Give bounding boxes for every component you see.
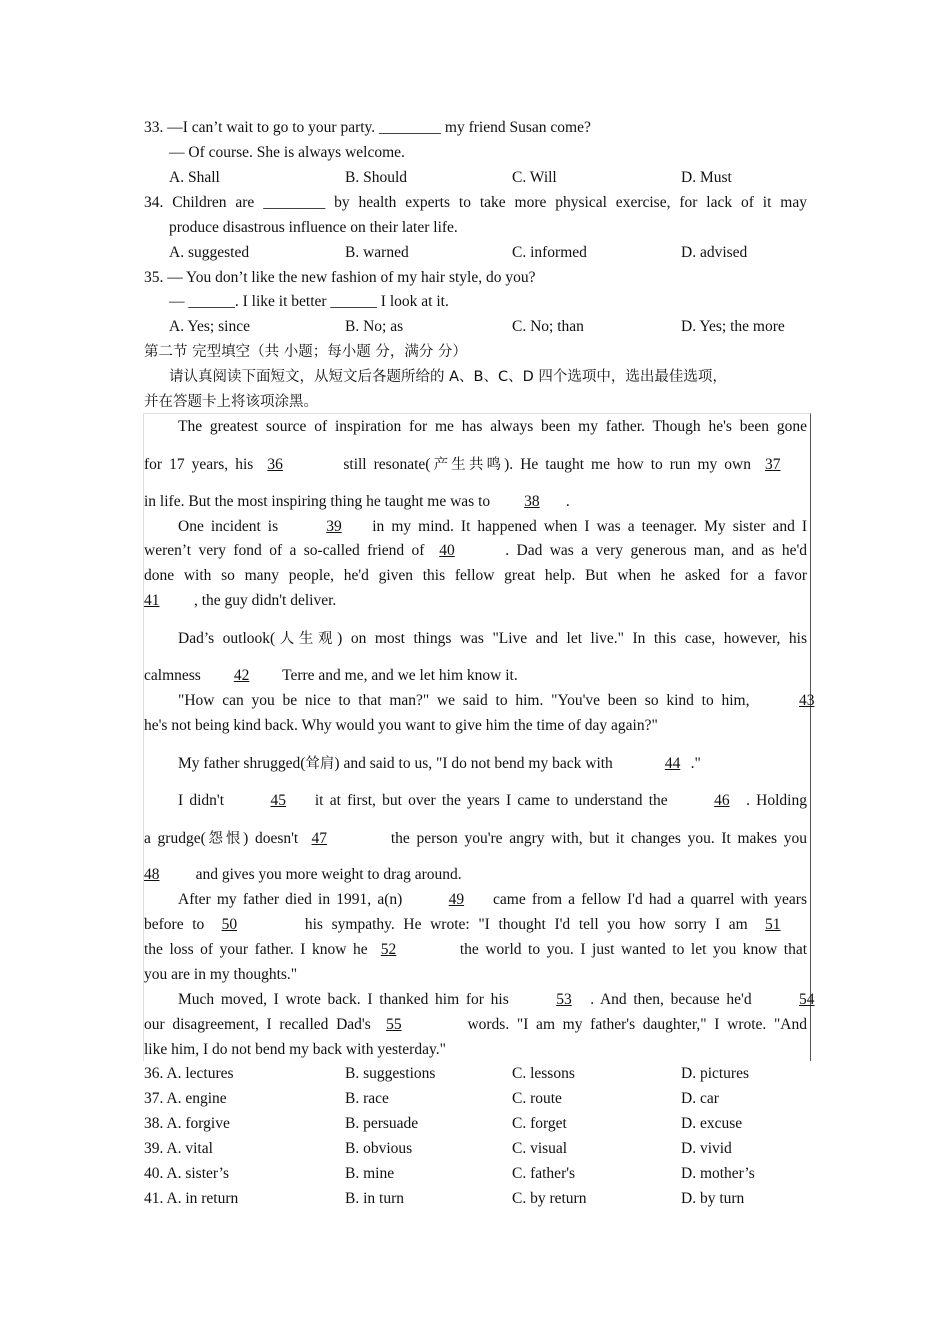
section-instruction: 请认真阅读下面短文，从短文后各题所给的 A、B、C、D 四个选项中，选出最佳选项， <box>169 369 727 385</box>
option-39-b: B. obvious <box>345 1140 413 1157</box>
question-35-reply: — ______. I like it better ______ I look at it. <box>169 293 449 310</box>
passage-line: a grudge(怨恨) doesn't 47 the person you're angry with, but it changes you. It makes you <box>144 830 808 847</box>
section-title: 第二节 完型填空（共 小题；每小题 分，满分 分） <box>144 344 467 360</box>
option-38-a: 38. A. forgive <box>144 1115 230 1132</box>
option-37-d: D. car <box>681 1090 719 1107</box>
blank-45: 45 <box>270 792 286 809</box>
question-33-reply: — Of course. She is always welcome. <box>169 144 405 161</box>
option-39-d: D. vivid <box>681 1140 732 1157</box>
blank-37: 37 <box>765 456 781 473</box>
blank-47: 47 <box>311 830 328 847</box>
option-37-a: 37. A. engine <box>144 1090 227 1107</box>
passage-line: My father shrugged(耸肩) and said to us, "I do not bend my back with 44 ." <box>178 755 701 772</box>
passage-line: After my father died in 1991, a(n) 49 came from a fellow I'd had a quarrel with years <box>178 891 808 908</box>
blank-42: 42 <box>233 667 250 684</box>
question-33-stem: 33. —I can’t wait to go to your party. ________ my friend Susan come? <box>144 119 591 136</box>
passage-line: Dad’s outlook(人生观) on most things was "Live and let live." In this case, however, his <box>178 630 808 647</box>
option-37-c: C. route <box>512 1090 562 1107</box>
blank-41: 41 <box>144 592 160 609</box>
blank-36: 36 <box>267 456 283 473</box>
blank-55: 55 <box>386 1016 402 1033</box>
passage-line: our disagreement, I recalled Dad's 55 words. "I am my father's daughter," I wrote. "And <box>144 1016 807 1033</box>
passage-line: The greatest source of inspiration for me has always been my father. Though he's been gone <box>178 418 807 435</box>
section-instruction-cont: 并在答题卡上将该项涂黑。 <box>144 394 318 410</box>
passage-line: for 17 years, his 36 still resonate(产生共鸣). He taught me how to run my own 37 <box>144 455 807 475</box>
blank-52: 52 <box>380 941 397 958</box>
option-33-d: D. Must <box>681 169 732 186</box>
passage-line: One incident is 39 in my mind. It happened when I was a teenager. My sister and I <box>178 518 807 535</box>
option-35-d: D. Yes; the more <box>681 318 785 335</box>
option-41-a: 41. A. in return <box>144 1190 239 1207</box>
option-36-a: 36. A. lectures <box>144 1065 234 1082</box>
passage-line: 41 , the guy didn't deliver. <box>144 592 337 609</box>
option-41-c: C. by return <box>512 1190 587 1207</box>
option-38-c: C. forget <box>512 1115 567 1132</box>
question-35-stem: 35. — You don’t like the new fashion of my hair style, do you? <box>144 269 536 286</box>
option-34-d: D. advised <box>681 244 748 261</box>
passage-line: calmness 42 Terre and me, and we let him know it. <box>144 667 518 684</box>
option-41-d: D. by turn <box>681 1190 745 1207</box>
option-35-a: A. Yes; since <box>169 318 250 335</box>
blank-48: 48 <box>144 866 160 883</box>
blank-44: 44 <box>664 755 681 772</box>
blank-53: 53 <box>556 991 572 1008</box>
passage-line: "How can you be nice to that man?" we said to him. "You've been so kind to him, 43 <box>178 692 815 709</box>
option-40-b: B. mine <box>345 1165 395 1182</box>
option-34-c: C. informed <box>512 244 587 261</box>
option-39-a: 39. A. vital <box>144 1140 213 1157</box>
passage-line: Much moved, I wrote back. I thanked him for his 53 . And then, because he'd 54 <box>178 991 815 1008</box>
question-34-stem: 34. Children are ________ by health experts to take more physical exercise, for lack of it may <box>144 194 807 211</box>
option-41-b: B. in turn <box>345 1190 404 1207</box>
blank-51: 51 <box>765 916 781 933</box>
blank-50: 50 <box>221 916 238 933</box>
blank-38: 38 <box>524 493 540 510</box>
blank-49: 49 <box>448 891 465 908</box>
blank-43: 43 <box>799 692 815 709</box>
option-36-c: C. lessons <box>512 1065 575 1082</box>
passage-line: 48 and gives you more weight to drag around. <box>144 866 462 883</box>
option-34-b: B. warned <box>345 244 409 261</box>
blank-40: 40 <box>439 542 455 559</box>
blank-46: 46 <box>714 792 730 809</box>
blank-54: 54 <box>799 991 815 1008</box>
passage-line: in life. But the most inspiring thing he taught me was to 38 . <box>144 493 570 510</box>
passage-line: I didn't 45 it at first, but over the years I came to understand the 46 . Holding <box>178 792 807 809</box>
option-40-c: C. father's <box>512 1165 576 1182</box>
question-34-stem-cont: produce disastrous influence on their later life. <box>169 219 458 236</box>
option-35-c: C. No; than <box>512 318 584 335</box>
blank-39: 39 <box>326 518 342 535</box>
option-40-d: D. mother’s <box>681 1165 755 1182</box>
option-33-a: A. Shall <box>169 169 220 186</box>
option-36-b: B. suggestions <box>345 1065 436 1082</box>
option-33-c: C. Will <box>512 169 557 186</box>
passage-line: weren’t very fond of a so-called friend of 40 . Dad was a very generous man, and as he'd <box>144 542 807 559</box>
option-36-d: D. pictures <box>681 1065 750 1082</box>
passage-line: he's not being kind back. Why would you want to give him the time of day again?" <box>144 717 658 734</box>
option-37-b: B. race <box>345 1090 389 1107</box>
passage-line: the loss of your father. I know he 52 the world to you. I just wanted to let you know that <box>144 941 808 958</box>
passage-line: done with so many people, he'd given this fellow great help. But when he asked for a favor <box>144 567 807 584</box>
passage-line: you are in my thoughts." <box>144 966 298 983</box>
option-34-a: A. suggested <box>169 244 250 261</box>
option-33-b: B. Should <box>345 169 408 186</box>
option-40-a: 40. A. sister’s <box>144 1165 229 1182</box>
passage-line: before to 50 his sympathy. He wrote: "I thought I'd tell you how sorry I am 51 <box>144 915 807 935</box>
option-38-d: D. excuse <box>681 1115 743 1132</box>
option-35-b: B. No; as <box>345 318 404 335</box>
option-38-b: B. persuade <box>345 1115 419 1132</box>
option-39-c: C. visual <box>512 1140 568 1157</box>
passage-line: like him, I do not bend my back with yesterday." <box>144 1041 446 1058</box>
